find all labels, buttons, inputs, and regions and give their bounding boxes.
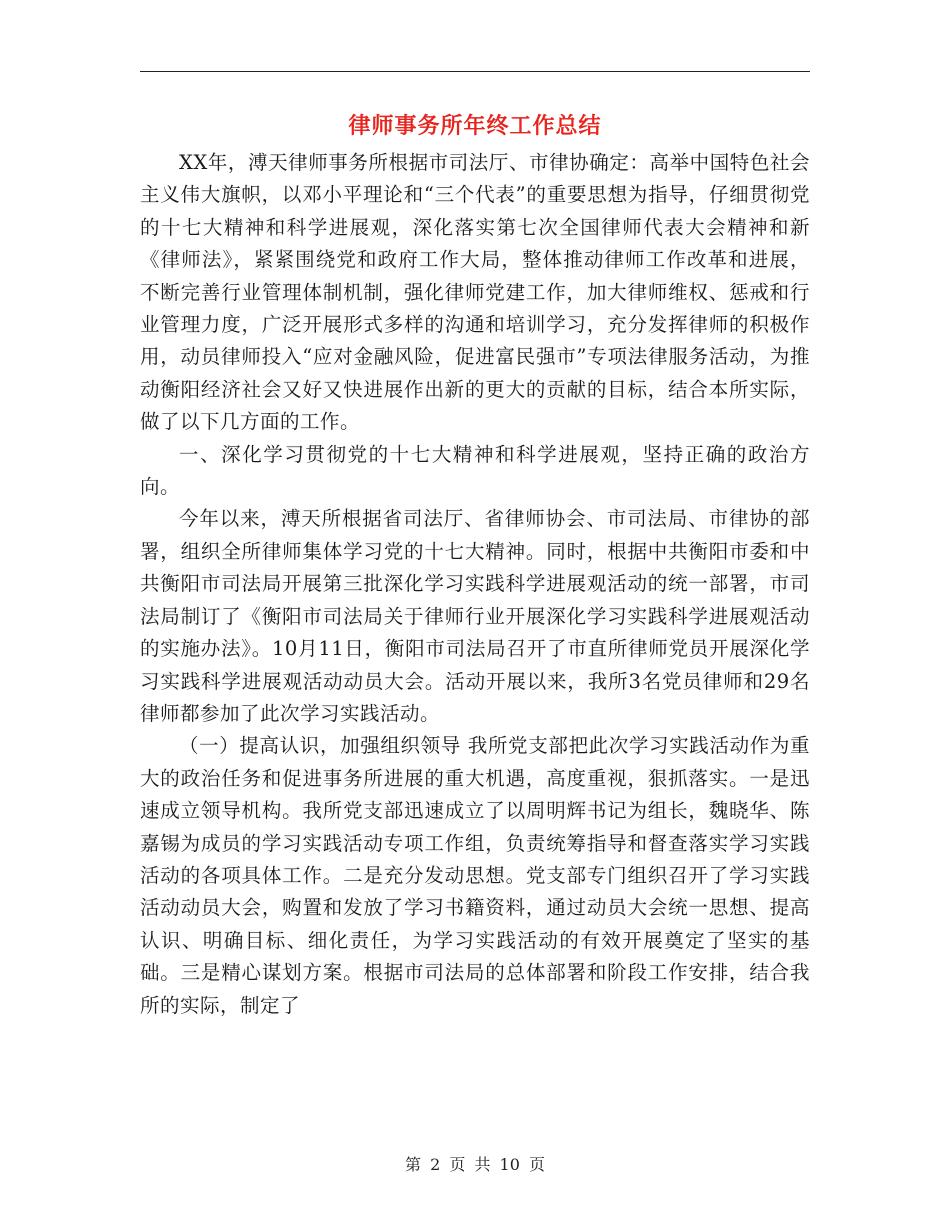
- paragraph-section-1-heading: 一、深化学习贯彻党的十七大精神和科学进展观，坚持正确的政治方向。: [140, 442, 810, 499]
- paragraph-intro: XX年，溥天律师事务所根据市司法厅、市律协确定：高举中国特色社会主义伟大旗帜，以邓小平理论和“三个代表”的重要思想为指导，仔细贯彻党的十七大精神和科学进展观，深化落实第七次全国律师代表大会精神和新《律师法》，紧紧围绕党和政府工作大局，整体推动律师工作改革和进展，不断完善行业管理体制机制，强化律师党建工作，加大律师维权、惩戒和行业管理力度，广泛开展形式多样的沟通和培训学习，充分发挥律师的积极作用，动员律师投入“应对金融风险，促进富民强市”专项法律服务活动，为推动衡阳经济社会又好又快进展作出新的更大的贡献的目标，结合本所实际，做了以下几方面的工作。: [140, 151, 810, 434]
- document-body: [140, 147, 810, 1022]
- document-title: 律师事务所年终工作总结: [348, 113, 602, 139]
- header-rule: [140, 71, 810, 72]
- paragraph-section-1-body: 今年以来，溥天所根据省司法厅、省律师协会、市司法局、市律协的部署，组织全所律师集体学习党的十七大精神。同时，根据中共衡阳市委和中共衡阳市司法局开展第三批深化学习实践科学进展观活动的统一部署，市司法局制订了《衡阳市司法局关于律师行业开展深化学习实践科学进展观活动的实施办法》。10月11日，衡阳市司法局召开了市直所律师党员开展深化学习实践科学进展观活动动员大会。活动开展以来，我所3名党员律师和29名律师都参加了此次学习实践活动。: [140, 507, 810, 725]
- paragraph-subsection-1: （一）提高认识，加强组织领导 我所党支部把此次学习实践活动作为重大的政治任务和促进事务所进展的重大机遇，高度重视，狠抓落实。一是迅速成立领导机构。我所党支部迅速成立了以周明辉书记为组长，魏晓华、陈嘉锡为成员的学习实践活动专项工作组，负责统筹指导和督查落实学习实践活动的各项具体工作。二是充分发动思想。党支部专门组织召开了学习实践活动动员大会，购置和发放了学习书籍资料，通过动员大会统一思想、提高认识、明确目标、细化责任，为学习实践活动的有效开展奠定了坚实的基础。三是精心谋划方案。根据市司法局的总体部署和阶段工作安排，结合我所的实际，制定了: [140, 734, 810, 1017]
- page-number: 第 2 页 共 10 页: [405, 1155, 545, 1174]
